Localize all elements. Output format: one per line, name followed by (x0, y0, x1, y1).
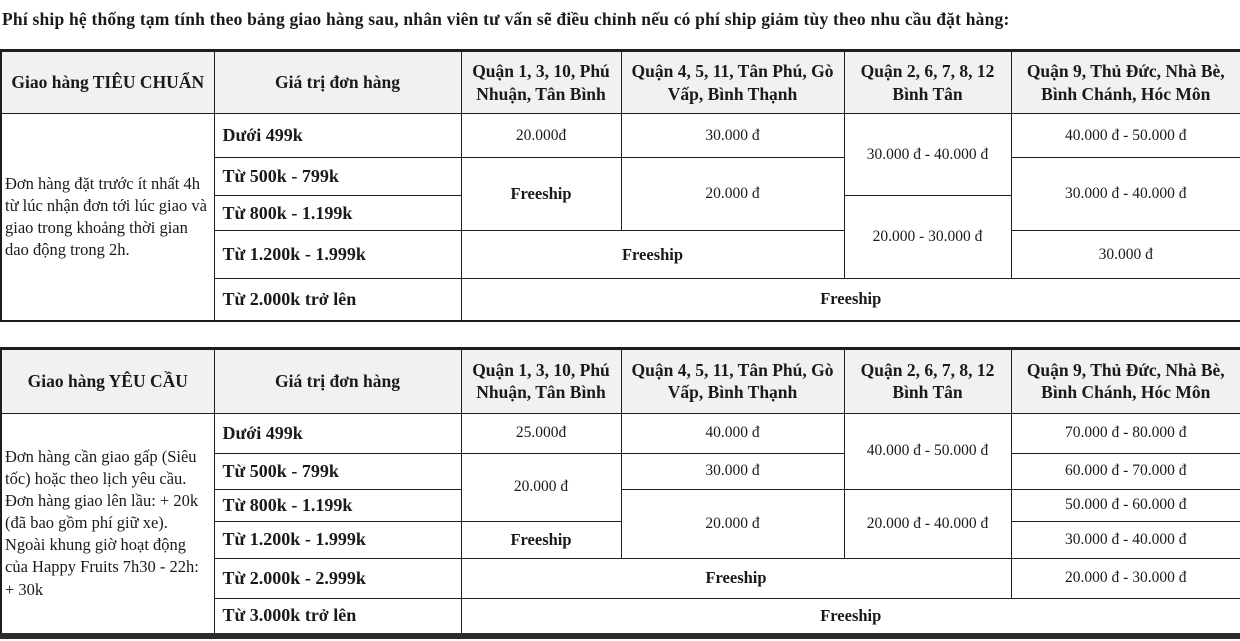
district-header-2: Quận 4, 5, 11, Tân Phú, Gò Vấp, Bình Thạnh (621, 348, 844, 413)
district-header-4: Quận 9, Thủ Đức, Nhà Bè, Bình Chánh, Hóc Môn (1011, 51, 1240, 114)
fee-cell: 30.000 đ (621, 453, 844, 489)
fee-cell: 20.000đ (461, 114, 621, 158)
fee-cell: 20.000 - 30.000 đ (844, 196, 1011, 279)
fee-cell: 20.000 đ (461, 453, 621, 521)
fee-cell: 30.000 đ (621, 114, 844, 158)
table-row (1, 114, 1240, 158)
fee-cell: 20.000 đ (621, 489, 844, 558)
fee-cell-freeship: Freeship (461, 598, 1240, 636)
standard-description (1, 114, 214, 321)
fee-cell: 20.000 đ - 40.000 đ (844, 489, 1011, 558)
fee-cell-freeship: Freeship (461, 558, 1011, 598)
order-value-row-label: Từ 500k - 799k (214, 453, 461, 489)
order-value-row-label: Từ 500k - 799k (214, 158, 461, 196)
fee-cell: 30.000 đ - 40.000 đ (1011, 521, 1240, 558)
fee-cell: 30.000 đ (1011, 231, 1240, 279)
fee-cell: 40.000 đ (621, 413, 844, 453)
order-value-row-label: Từ 800k - 1.199k (214, 489, 461, 521)
standard-description-text: Đơn hàng đặt trước ít nhất 4h từ lúc nhận đơn tới lúc giao và giao trong khoảng thời gian dao động trong 2h. (5, 173, 207, 259)
order-value-header: Giá trị đơn hàng (214, 348, 461, 413)
order-value-row-label: Từ 1.200k - 1.999k (214, 521, 461, 558)
intro-text: Phí ship hệ thống tạm tính theo bảng giao hàng sau, nhân viên tư vấn sẽ điều chỉnh nếu có phí ship giảm tùy theo nhu cầu đặt hàng: (2, 9, 1010, 29)
district-header-4: Quận 9, Thủ Đức, Nhà Bè, Bình Chánh, Hóc Môn (1011, 348, 1240, 413)
fee-cell: 30.000 đ - 40.000 đ (844, 114, 1011, 196)
fee-cell: 70.000 đ - 80.000 đ (1011, 413, 1240, 453)
order-value-row-label: Dưới 499k (214, 413, 461, 453)
shipping-fee-page (0, 9, 1240, 639)
order-value-row-label: Từ 2.000k trở lên (214, 279, 461, 321)
standard-header-row (1, 51, 1240, 114)
table-row (1, 413, 1240, 453)
fee-cell: 40.000 đ - 50.000 đ (1011, 114, 1240, 158)
on-request-delivery-table (0, 347, 1240, 640)
fee-cell: 20.000 đ (621, 158, 844, 231)
district-header-1: Quận 1, 3, 10, Phú Nhuận, Tân Bình (461, 51, 621, 114)
order-value-row-label: Từ 800k - 1.199k (214, 196, 461, 231)
fee-cell: 20.000 đ - 30.000 đ (1011, 558, 1240, 598)
district-header-3: Quận 2, 6, 7, 8, 12 Bình Tân (844, 348, 1011, 413)
district-header-2: Quận 4, 5, 11, Tân Phú, Gò Vấp, Bình Thạnh (621, 51, 844, 114)
order-value-header: Giá trị đơn hàng (214, 51, 461, 114)
on-request-header-row (1, 348, 1240, 413)
district-header-3: Quận 2, 6, 7, 8, 12 Bình Tân (844, 51, 1011, 114)
district-header-1: Quận 1, 3, 10, Phú Nhuận, Tân Bình (461, 348, 621, 413)
fee-cell: 40.000 đ - 50.000 đ (844, 413, 1011, 489)
on-request-description-line-1: Đơn hàng cần giao gấp (Siêu tốc) hoặc theo lịch yêu cầu. (5, 446, 197, 488)
fee-cell: 60.000 đ - 70.000 đ (1011, 453, 1240, 489)
standard-delivery-table (0, 49, 1240, 322)
fee-cell-freeship: Freeship (461, 279, 1240, 321)
on-request-description-line-2: Đơn hàng giao lên lầu: + 20k (đã bao gồm phí giữ xe). Ngoài khung giờ hoạt động của Happy Fruits 7h30 - 22h: + 30k (5, 491, 199, 599)
on-request-table-title: Giao hàng YÊU CẦU (1, 348, 214, 413)
fee-cell-freeship: Freeship (461, 521, 621, 558)
on-request-description (1, 413, 214, 636)
fee-cell: 30.000 đ - 40.000 đ (1011, 158, 1240, 231)
fee-cell: 25.000đ (461, 413, 621, 453)
standard-table-title: Giao hàng TIÊU CHUẨN (1, 51, 214, 114)
order-value-row-label: Từ 1.200k - 1.999k (214, 231, 461, 279)
order-value-row-label: Dưới 499k (214, 114, 461, 158)
fee-cell-freeship: Freeship (461, 231, 844, 279)
order-value-row-label: Từ 2.000k - 2.999k (214, 558, 461, 598)
fee-cell-freeship: Freeship (461, 158, 621, 231)
order-value-row-label: Từ 3.000k trở lên (214, 598, 461, 636)
fee-cell: 50.000 đ - 60.000 đ (1011, 489, 1240, 521)
